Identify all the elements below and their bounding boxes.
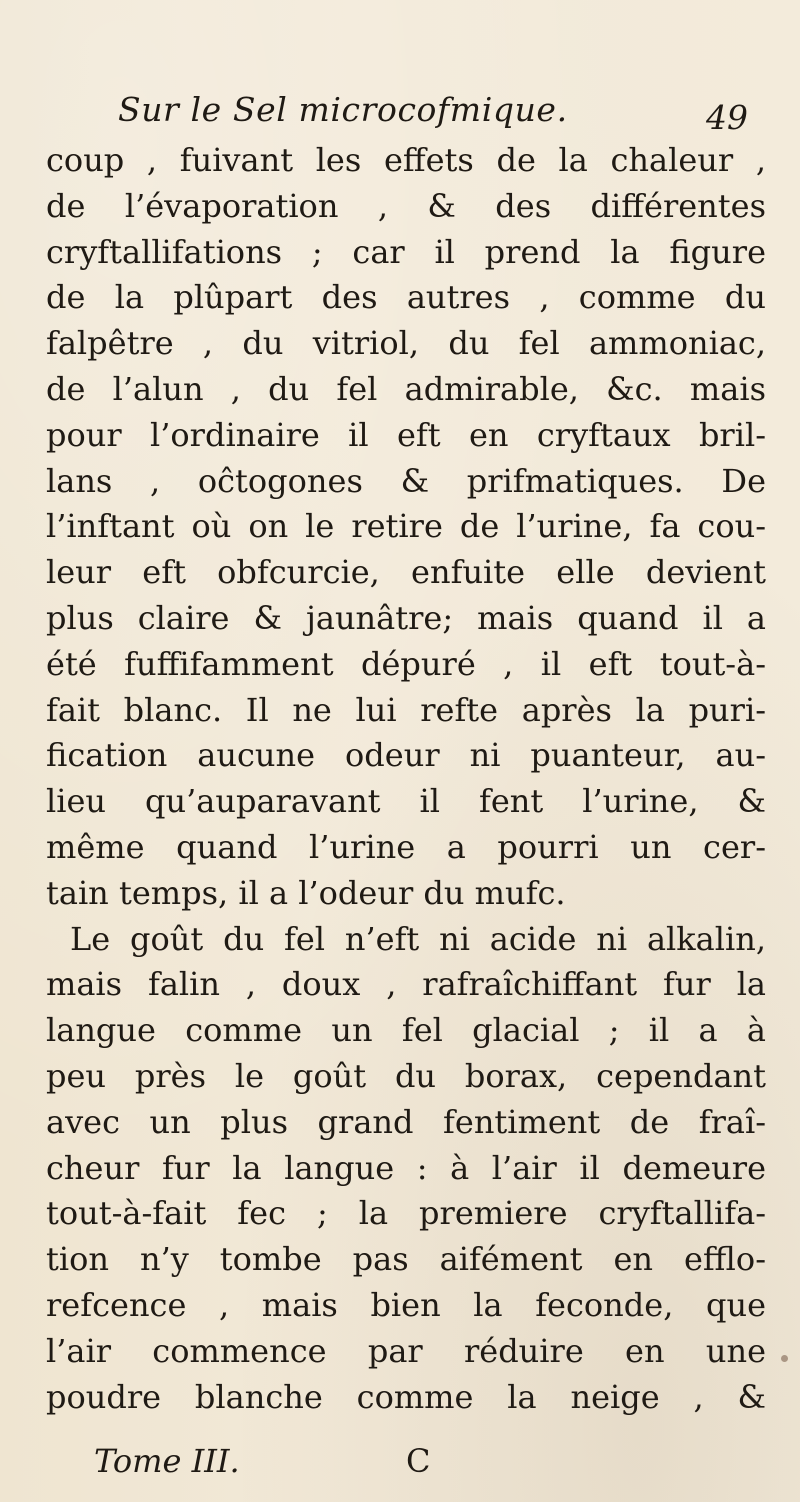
text-line: tain temps, il a l’odeur du mufc.	[46, 873, 566, 912]
text-line: été fuffifamment dépuré , il eft tout-à-	[46, 644, 766, 683]
text-line: fait blanc. Il ne lui refte après la puri-	[46, 690, 766, 729]
page-number: 49	[706, 98, 748, 137]
text-line: lieu qu’auparavant il fent l’urine, &	[46, 782, 766, 821]
text-line: l’air commence par réduire en une	[46, 1331, 766, 1370]
text-line: langue comme un fel glacial ; il a à	[46, 1011, 766, 1050]
volume-label: Tome III.	[94, 1442, 240, 1480]
text-line: leur eft obfcurcie, enfuite elle devient	[46, 553, 766, 592]
text-line: de l’évaporation , & des différentes	[46, 186, 766, 225]
text-line: cryftallifations ; car il prend la figure	[46, 232, 766, 271]
text-line: mais falin , doux , rafraîchiffant fur la	[46, 965, 766, 1004]
text-line: pour l’ordinaire il eft en cryftaux bril-	[46, 415, 766, 454]
text-line: de la plûpart des autres , comme du	[46, 278, 766, 317]
text-line: Le goût du fel n’eft ni acide ni alkalin,	[70, 919, 766, 958]
text-line: plus claire & jaunâtre; mais quand il a	[46, 598, 766, 637]
text-line: lans , oĉtogones & prifmatiques. De	[46, 461, 766, 500]
text-line: refcence , mais bien la feconde, que	[46, 1285, 766, 1324]
page-footer	[0, 1442, 800, 1490]
text-line: coup , fuivant les effets de la chaleur ,	[46, 141, 766, 179]
text-line: avec un plus grand fentiment de fraî-	[46, 1102, 766, 1141]
text-line: peu près le goût du borax, cependant	[46, 1056, 766, 1095]
text-line: de l’alun , du fel admirable, &c. mais	[46, 369, 766, 408]
text-line: poudre blanche comme la neige , &	[46, 1377, 766, 1416]
text-line: l’inftant où on le retire de l’urine, fa cou-	[46, 507, 766, 546]
paper-speck	[781, 1355, 788, 1362]
text-line: falpêtre , du vitriol, du fel ammoniac,	[46, 324, 766, 363]
running-title: Sur le Sel microcofmique.	[118, 90, 568, 129]
text-line: tout-à-fait fec ; la premiere cryftallifa-	[46, 1194, 766, 1233]
text-line: même quand l’urine a pourri un cer-	[46, 827, 766, 866]
body-text	[46, 138, 766, 1420]
text-line: fication aucune odeur ni puanteur, au-	[46, 736, 766, 775]
text-line: tion n’y tombe pas aifément en efflo-	[46, 1240, 766, 1279]
signature-mark: C	[406, 1442, 431, 1480]
text-line: cheur fur la langue : à l’air il demeure	[46, 1148, 766, 1187]
